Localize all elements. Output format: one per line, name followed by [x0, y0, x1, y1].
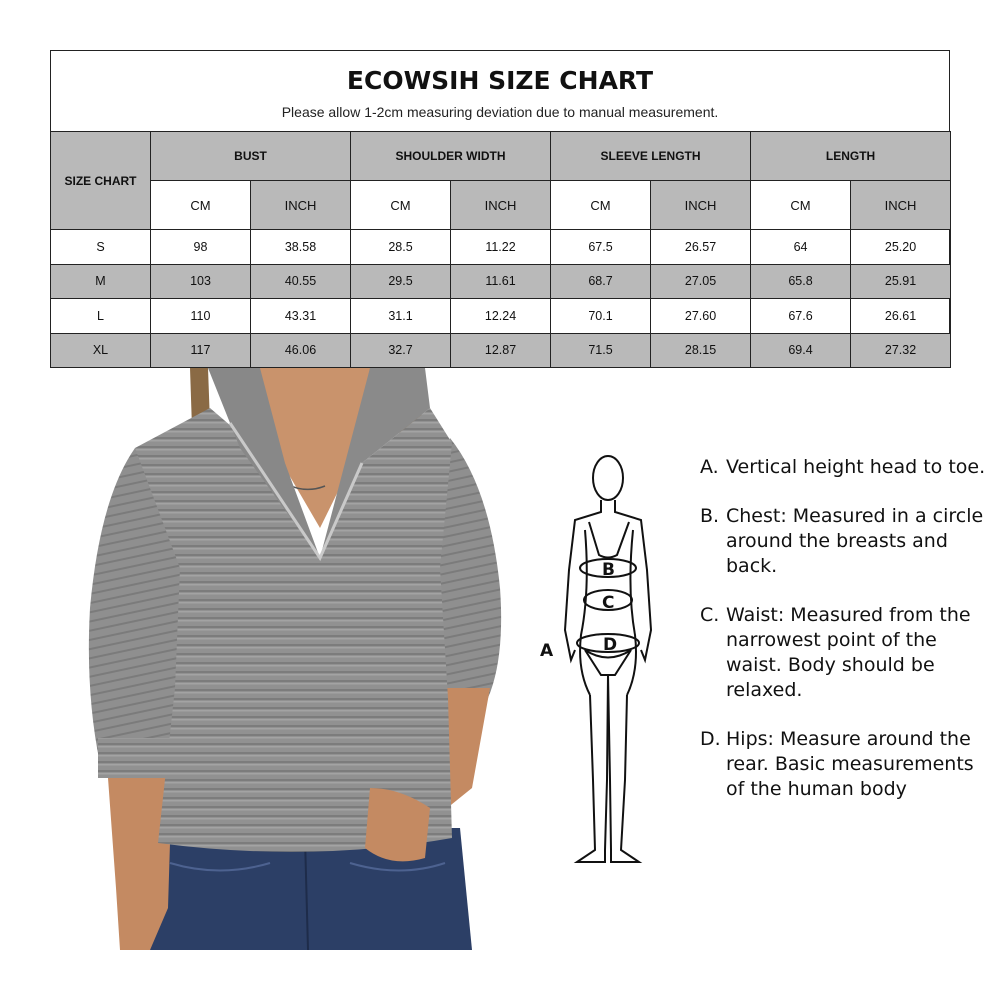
table-cell: 70.1	[551, 299, 651, 334]
table-cell: 29.5	[351, 264, 451, 299]
size-chart-corner-label: SIZE CHART	[51, 132, 151, 230]
table-cell: 65.8	[751, 264, 851, 299]
note-letter: D.	[700, 728, 721, 750]
table-cell: 26.61	[851, 299, 951, 334]
table-row	[51, 264, 951, 299]
size-cell: L	[51, 299, 151, 334]
note-letter: B.	[700, 505, 720, 527]
table-row	[51, 299, 951, 334]
note-text: Waist: Measured from the narrowest point of the waist. Body should be relaxed.	[726, 604, 971, 701]
table-cell: 98	[151, 230, 251, 265]
body-measurement-diagram	[535, 450, 665, 880]
table-cell: 11.22	[451, 230, 551, 265]
table-cell: 117	[151, 333, 251, 368]
diagram-mark-b: B	[602, 560, 615, 580]
table-cell: 103	[151, 264, 251, 299]
note-item	[700, 455, 990, 480]
note-text: Hips: Measure around the rear. Basic measurements of the human body	[726, 728, 974, 800]
table-row	[51, 230, 951, 265]
size-chart-subtitle: Please allow 1-2cm measuring deviation due to manual measurement.	[281, 104, 719, 120]
table-cell: 64	[751, 230, 851, 265]
diagram-mark-c: C	[602, 593, 615, 613]
note-letter: A.	[700, 456, 719, 478]
table-cell: 28.15	[651, 333, 751, 368]
table-cell: 32.7	[351, 333, 451, 368]
unit-header: INCH	[451, 181, 551, 230]
table-cell: 12.87	[451, 333, 551, 368]
table-cell: 27.32	[851, 333, 951, 368]
table-cell: 110	[151, 299, 251, 334]
table-cell: 27.60	[651, 299, 751, 334]
table-cell: 12.24	[451, 299, 551, 334]
figure-head	[593, 456, 623, 500]
note-item	[700, 727, 990, 802]
table-row	[51, 333, 951, 368]
unit-header: INCH	[651, 181, 751, 230]
column-group-header: BUST	[151, 132, 351, 181]
unit-header: CM	[751, 181, 851, 230]
table-cell: 28.5	[351, 230, 451, 265]
size-chart-title: ECOWSIH SIZE CHART	[346, 66, 654, 95]
unit-header-row	[51, 181, 951, 230]
unit-header: CM	[151, 181, 251, 230]
table-cell: 25.20	[851, 230, 951, 265]
table-cell: 67.5	[551, 230, 651, 265]
note-text: Vertical height head to toe.	[726, 456, 986, 478]
table-cell: 69.4	[751, 333, 851, 368]
note-letter: C.	[700, 604, 720, 626]
unit-header: INCH	[851, 181, 951, 230]
table-cell: 11.61	[451, 264, 551, 299]
table-cell: 26.57	[651, 230, 751, 265]
measurement-notes	[700, 455, 990, 826]
table-cell: 46.06	[251, 333, 351, 368]
table-cell: 43.31	[251, 299, 351, 334]
note-item	[700, 603, 990, 703]
diagram-mark-d: D	[603, 635, 618, 655]
column-group-header: SLEEVE LENGTH	[551, 132, 751, 181]
size-chart-header	[51, 51, 949, 132]
size-table	[50, 131, 951, 368]
size-chart	[50, 50, 950, 368]
diagram-mark-a: A	[540, 641, 554, 661]
table-cell: 38.58	[251, 230, 351, 265]
unit-header: CM	[351, 181, 451, 230]
table-cell: 31.1	[351, 299, 451, 334]
table-cell: 71.5	[551, 333, 651, 368]
column-group-header: SHOULDER WIDTH	[351, 132, 551, 181]
product-photo	[80, 368, 520, 950]
note-item	[700, 504, 990, 579]
table-cell: 68.7	[551, 264, 651, 299]
unit-header: INCH	[251, 181, 351, 230]
unit-header: CM	[551, 181, 651, 230]
note-text: Chest: Measured in a circle around the breasts and back.	[726, 505, 984, 577]
table-cell: 67.6	[751, 299, 851, 334]
table-cell: 40.55	[251, 264, 351, 299]
size-cell: S	[51, 230, 151, 265]
table-cell: 25.91	[851, 264, 951, 299]
size-cell: XL	[51, 333, 151, 368]
size-cell: M	[51, 264, 151, 299]
table-cell: 27.05	[651, 264, 751, 299]
column-group-header: LENGTH	[751, 132, 951, 181]
